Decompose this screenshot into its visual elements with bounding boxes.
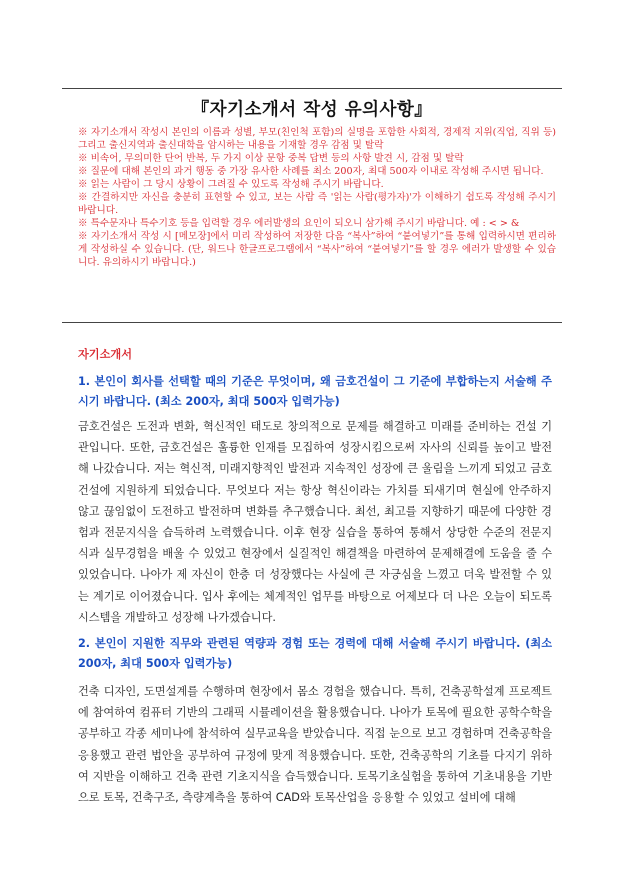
caution-notes	[78, 126, 556, 269]
document-title: 『자기소개서 작성 유의사항』	[191, 100, 433, 120]
answer-2: 건축 디자인, 도면설계를 수행하며 현장에서 몸소 경험을 했습니다. 특히, 건축공학설계 프로젝트에 참여하여 컴퓨터 기반의 그래픽 시뮬레이션을 활용했습니다. 나아가 토목에 필요한 공학수학을 공부하고 각종 세미나에 참석하여 실무교육을 받았습니다. 직접 눈으로 보고 경험하며 건축공학을 응용했고 관련 법안을 공부하여 규정에 맞게 적용했습니다. 또한, 건축공학의 기초를 다지기 위하여 지반을 이해하고 건축 관련 기초지식을 습득했습니다. 토목기초실험을 통하여 기초내용을 기반으로 토목, 건축구조, 측량계측을 통하여 CAD와 토목산업을 응용할 수 있었고 설비에 대해	[78, 685, 552, 805]
caution-note: ※ 자기소개서 작성 시 [메모장]에서 미리 작성하여 저장한 다음 “복사”하여 “붙여넣기”를 통해 입력하시면 편리하게 작성하실 수 있습니다. (단, 워드나 한글프로그램에서 “복사”하여 “붙여넣기”를 할 경우 에러가 발생할 수 있습니다. 유의하시기 바랍니다.)	[78, 231, 556, 268]
caution-note: ※ 읽는 사람이 그 당시 상황이 그려질 수 있도록 작성해 주시기 바랍니다.	[78, 179, 384, 190]
caution-note: ※ 질문에 대해 본인의 과거 행동 중 가장 유사한 사례를 최소 200자, 최대 500자 이내로 작성해 주시면 됩니다.	[78, 166, 544, 177]
answer-1: 금호건설은 도전과 변화, 혁신적인 태도로 창의적으로 문제를 해결하고 미래를 준비하는 건설 기관입니다. 또한, 금호건설은 훌륭한 인재를 모집하여 성장시킴으로써 자사의 신뢰를 높이고 발전해 나갔습니다. 저는 혁신적, 미래지향적인 발전과 지속적인 성장에 큰 울림을 느끼게 되었고 금호건설에 지원하게 되었습니다. 무엇보다 저는 항상 혁신이라는 가치를 되새기며 현실에 안주하지 않고 끊임없이 도전하고 발전하며 변화를 추구했습니다. 최선, 최고를 지향하기 때문에 다양한 경험과 전문지식을 습득하려 노력했습니다. 이후 현장 실습을 통하여 통해서 상당한 수준의 전문지식과 실무경험을 배울 수 있었고 현장에서 실질적인 해결책을 마련하여 문제해결에 도움을 줄 수 있었습니다. 나아가 제 자신이 한층 더 성장했다는 사실에 큰 자긍심을 느꼈고 더욱 발전할 수 있는 계기로 이어졌습니다. 입사 후에는 체계적인 업무를 바탕으로 어제보다 더 나은 오늘이 되도록 시스템을 개발하고 성장해 나가겠습니다.	[78, 420, 552, 624]
section-label: 자기소개서	[78, 348, 133, 361]
question-1: 1. 본인이 회사를 선택할 때의 기준은 무엇이며, 왜 금호건설이 그 기준에 부합하는지 서술해 주시기 바랍니다. (최소 200자, 최대 500자 입력가능)	[78, 375, 552, 408]
caution-note: ※ 자기소개서 작성시 본인의 이름과 성별, 부모(친인척 포함)의 실명을 포함한 사회적, 경제적 지위(직업, 직위 등) 그리고 출신지역과 출신대학을 암시하는 내용을 기재할 경우 감점 및 탈락	[78, 127, 556, 151]
top-rule	[62, 88, 562, 89]
caution-note: ※ 비속어, 무의미한 단어 반복, 두 가지 이상 문항 중복 답변 등의 사항 발견 시, 감점 및 탈락	[78, 153, 464, 164]
question-2: 2. 본인이 지원한 직무와 관련된 역량과 경험 또는 경력에 대해 서술해 주시기 바랍니다. (최소 200자, 최대 500자 입력가능)	[78, 637, 552, 670]
bottom-rule	[62, 322, 562, 323]
caution-note: ※ 간결하지만 자신을 충분히 표현할 수 있고, 보는 사람 즉 '읽는 사람(평가자)'가 이해하기 쉽도록 작성해 주시기 바랍니다.	[78, 192, 556, 216]
caution-note: ※ 특수문자나 특수기호 등을 입력할 경우 에러발생의 요인이 되오니 삼가해 주시기 바랍니다. 예 : < > &	[78, 218, 520, 229]
